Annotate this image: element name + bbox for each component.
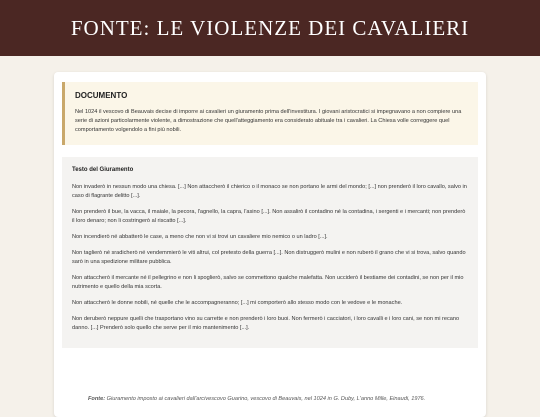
- oath-paragraph: Non invaderò in nessun modo una chiesa. [...] Non attaccherò il chierico o il monaco se non portano le armi del mondo; [...] non prenderò il loro cavallo, salvo in caso di flagrante delitto [...].: [72, 184, 467, 199]
- document-text: Nel 1024 il vescovo di Beauvais decise di imporre ai cavalieri un giuramento prima dell'investitura. I giovani aristocratici si impegnavano a non compiere una serie di azioni particolarmente violente, a dimostrazione che quell'atteggiamento era considerato abituale tra i cavalieri. La Chiesa volle correggere quel comportamento volgendolo a fini più nobili.: [75, 109, 462, 133]
- oath-paragraph: Non prenderò il bue, la vacca, il maiale, la pecora, l'agnello, la capra, l'asino [...]. Non assalirò il contadino né la contadina, i sergenti e i mercanti; non prenderò il loro denaro; non li costringerò al riscatto [...].: [72, 209, 466, 224]
- oath-paragraph: Non attaccherò il mercante né il pellegrino e non li spoglierò, salvo se commettono qualche malefatta. Non ucciderò il bestiame dei contadini, se non per il mio nutrimento e quello della mia scorta.: [72, 275, 464, 290]
- document-box: [62, 82, 478, 145]
- source-citation: [88, 396, 425, 402]
- oath-paragraph: Non attaccherò le donne nobili, né quelle che le accompagneranno; [...] mi comporterò allo stesso modo con le vedove e le monache.: [72, 300, 403, 306]
- citation-text: Giuramento imposto ai cavalieri dall'arcivescovo Guarino, vescovo di Beauvais, nel 1024 in G. Duby, L'anno Mille, Einaudi, 1976.: [106, 396, 426, 402]
- page-header: [0, 0, 540, 56]
- citation-label: Fonte:: [88, 396, 106, 402]
- source-box: [62, 157, 478, 348]
- oath-paragraph: Non deruberò neppure quelli che trasportano vino su carrette e non prenderò i loro buoi. Non fermerò i cacciatori, i loro cavalli e i loro cani, se non mi recano danno. [...] Prenderò solo quello che serve per il mio mantenimento [...].: [72, 316, 460, 331]
- document-label: DOCUMENTO: [75, 91, 128, 100]
- oath-paragraph: Non taglierò né sradicherò né vendemmierò le viti altrui, col pretesto della guerra [...]. Non distruggerò mulini e non ruberò il grano che vi si trova, salvo quando sarò in una spedizione militare pubblica.: [72, 250, 466, 265]
- oath-paragraph: Non incendierò né abbatterò le case, a meno che non vi si trovi un cavaliere mio nemico o un ladro [...].: [72, 234, 328, 240]
- source-title: Testo del Giuramento: [72, 167, 134, 173]
- page-title: FONTE: LE VIOLENZE DEI CAVALIERI: [70, 15, 470, 40]
- content-card: [54, 72, 486, 417]
